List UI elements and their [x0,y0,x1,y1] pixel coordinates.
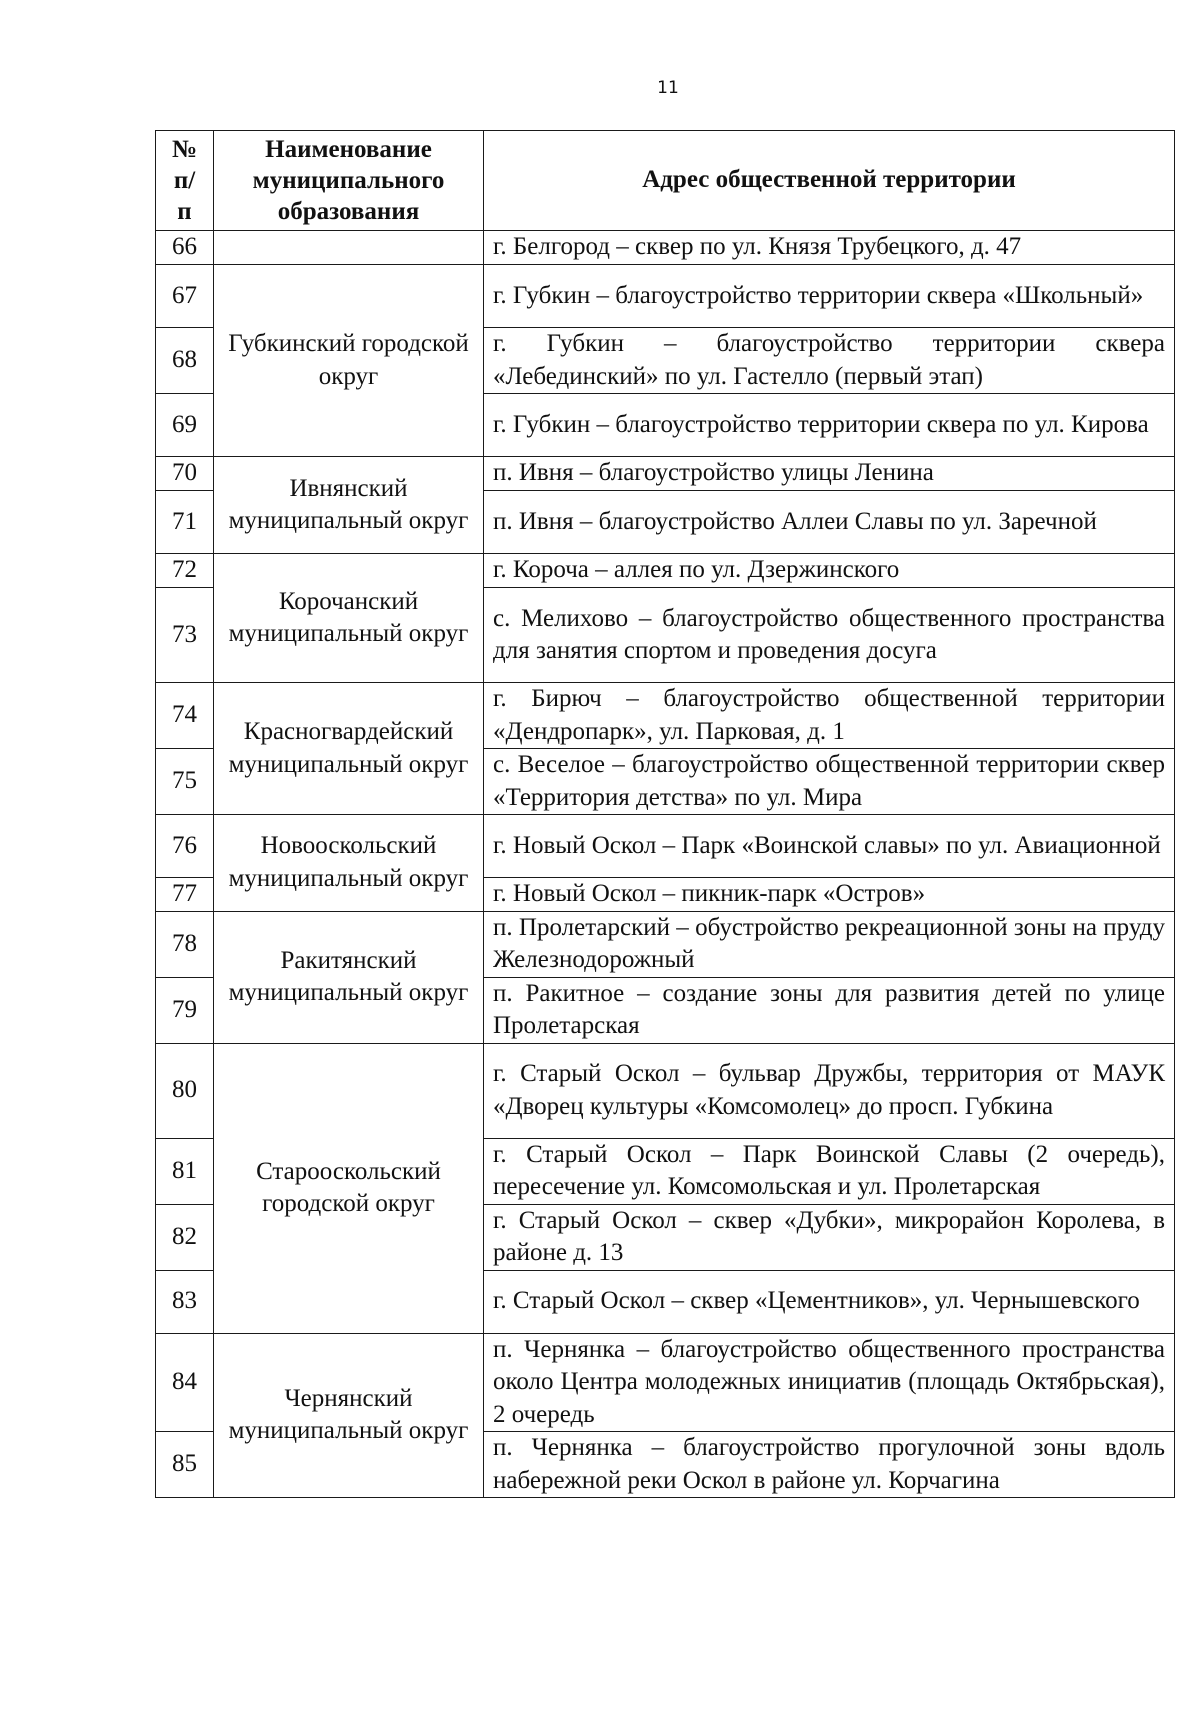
header-municipality: Наименование муниципального образования [214,131,484,231]
territories-table [155,130,1175,1498]
table-row [156,683,1175,749]
row-number: 71 [156,491,214,554]
header-address: Адрес общественной территории [484,131,1175,231]
page-number: 11 [657,78,679,98]
territory-address: г. Бирюч – благоустройство общественной территории «Дендропарк», ул. Парковая, д. 1 [484,683,1175,749]
table-body [156,231,1175,1498]
territory-address: г. Короча – аллея по ул. Дзержинского [484,554,1175,588]
territory-address: с. Мелихово – благоустройство общественного пространства для занятия спортом и проведения досуга [484,588,1175,683]
row-number: 80 [156,1043,214,1138]
row-number: 77 [156,878,214,912]
table-row [156,911,1175,977]
row-number: 81 [156,1138,214,1204]
territory-address: г. Губкин – благоустройство территории сквера по ул. Кирова [484,394,1175,457]
municipality-name: Старооскольский городской округ [214,1043,484,1333]
territory-address: п. Ракитное – создание зоны для развития детей по улице Пролетарская [484,977,1175,1043]
row-number: 69 [156,394,214,457]
row-number: 66 [156,231,214,265]
municipality-name: Новооскольский муниципальный округ [214,815,484,912]
territory-address: п. Ивня – благоустройство Аллеи Славы по ул. Заречной [484,491,1175,554]
municipality-name [214,231,484,265]
table-row [156,1333,1175,1432]
municipality-name: Губкинский городской округ [214,265,484,457]
municipality-name: Красногвардейский муниципальный округ [214,683,484,815]
row-number: 83 [156,1270,214,1333]
table-row [156,265,1175,328]
table-row [156,1043,1175,1138]
municipality-name: Ивнянский муниципальный округ [214,457,484,554]
row-number: 73 [156,588,214,683]
table-row [156,231,1175,265]
territory-address: г. Белгород – сквер по ул. Князя Трубецкого, д. 47 [484,231,1175,265]
territory-address: г. Губкин – благоустройство территории сквера «Лебединский» по ул. Гастелло (первый этап) [484,328,1175,394]
territory-address: г. Старый Оскол – Парк Воинской Славы (2 очередь), пересечение ул. Комсомольская и ул. Пролетарская [484,1138,1175,1204]
row-number: 74 [156,683,214,749]
row-number: 85 [156,1432,214,1498]
row-number: 84 [156,1333,214,1432]
territory-address: г. Новый Оскол – Парк «Воинской славы» по ул. Авиационной [484,815,1175,878]
row-number: 79 [156,977,214,1043]
header-number: № п/ п [156,131,214,231]
territory-address: с. Веселое – благоустройство общественной территории сквер «Территория детства» по ул. Мира [484,749,1175,815]
row-number: 76 [156,815,214,878]
territory-address: г. Старый Оскол – бульвар Дружбы, территория от МАУК «Дворец культуры «Комсомолец» до просп. Губкина [484,1043,1175,1138]
row-number: 75 [156,749,214,815]
territory-address: п. Ивня – благоустройство улицы Ленина [484,457,1175,491]
row-number: 72 [156,554,214,588]
municipality-name: Корочанский муниципальный округ [214,554,484,683]
municipality-name: Чернянский муниципальный округ [214,1333,484,1498]
row-number: 70 [156,457,214,491]
territory-address: п. Пролетарский – обустройство рекреационной зоны на пруду Железнодорожный [484,911,1175,977]
territory-address: г. Губкин – благоустройство территории сквера «Школьный» [484,265,1175,328]
territory-address: г. Старый Оскол – сквер «Цементников», ул. Чернышевского [484,1270,1175,1333]
table-row [156,554,1175,588]
table-row [156,457,1175,491]
territory-address: п. Чернянка – благоустройство общественного пространства около Центра молодежных инициатив (площадь Октябрьская), 2 очередь [484,1333,1175,1432]
table-header-row [156,131,1175,231]
row-number: 82 [156,1204,214,1270]
municipality-name: Ракитянский муниципальный округ [214,911,484,1043]
row-number: 78 [156,911,214,977]
territory-address: п. Чернянка – благоустройство прогулочной зоны вдоль набережной реки Оскол в районе ул. Корчагина [484,1432,1175,1498]
row-number: 68 [156,328,214,394]
territory-address: г. Новый Оскол – пикник-парк «Остров» [484,878,1175,912]
table-row [156,815,1175,878]
row-number: 67 [156,265,214,328]
territory-address: г. Старый Оскол – сквер «Дубки», микрорайон Королева, в районе д. 13 [484,1204,1175,1270]
